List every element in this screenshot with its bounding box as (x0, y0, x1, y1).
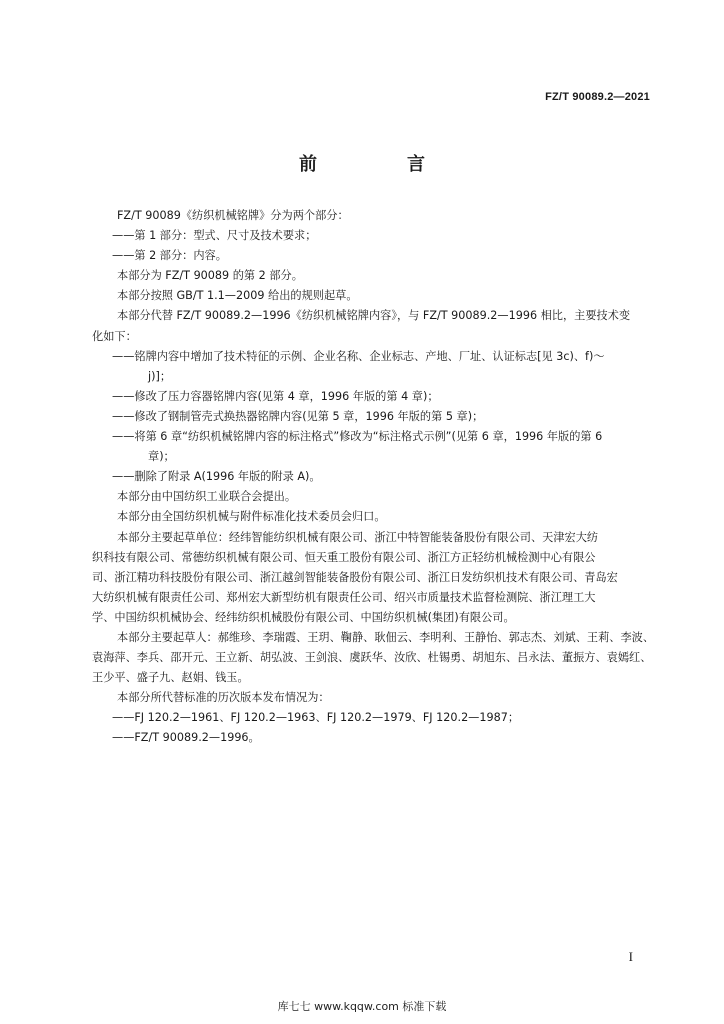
text-line: 本部分为 FZ/T 90089 的第 2 部分。 (117, 269, 303, 283)
text-line: ——FJ 120.2—1961、FJ 120.2—1963、FJ 120.2—1979、FJ 120.2—1987； (112, 711, 520, 725)
text-line: 王少平、盛子九、赵娟、钱玉。 (92, 671, 249, 685)
text-line: 本部分主要起草人：郝维珍、李瑞霞、王玥、鞠静、耿佃云、李明利、王静怡、郭志杰、刘斌、王莉、李波、 (117, 630, 655, 644)
text-line: 司、浙江精功科技股份有限公司、浙江越剑智能装备股份有限公司、浙江日发纺织机技术有限公司、青岛宏 (92, 570, 618, 584)
text-line: ——删除了附录 A(1996 年版的附录 A)。 (112, 470, 321, 484)
text-line: 织科技有限公司、常德纺织机械有限公司、恒天重工股份有限公司、浙江方正轻纺机械检测中心有限公 (92, 550, 596, 564)
text-line: FZ/T 90089《纺织机械铭牌》分为两个部分： (117, 209, 349, 222)
text-line: 大纺织机械有限责任公司、郑州宏大新型纺机有限责任公司、绍兴市质量技术监督检测院、浙江理工大 (92, 590, 596, 604)
document-code: FZ/T 90089.2—2021 (545, 91, 650, 103)
footer-watermark: 库七七 www.kqqw.com 标准下载 (277, 1000, 447, 1013)
text-line: ——将第 6 章“纺织机械铭牌内容的标注格式”修改为“标注格式示例”(见第 6 章，1996 年版的第 6 (112, 430, 603, 444)
foreword-body (92, 206, 655, 749)
text-line: ——修改了钢制管壳式换热器铭牌内容(见第 5 章，1996 年版的第 5 章)； (112, 409, 484, 423)
text-line: 本部分所代替标准的历次版本发布情况为： (117, 691, 330, 705)
text-line: 本部分由全国纺织机械与附件标准化技术委员会归口。 (117, 510, 386, 524)
text-line: ——铭牌内容中增加了技术特征的示例、企业名称、企业标志、产地、厂址、认证标志[见 3c)、f)～ (112, 349, 605, 363)
text-line: 章)； (148, 450, 175, 464)
text-line: ——第 2 部分：内容。 (112, 249, 227, 263)
text-line: j)]； (148, 369, 172, 383)
text-line: 本部分由中国纺织工业联合会提出。 (117, 490, 297, 504)
text-line: 化如下： (92, 329, 137, 343)
text-line: 学、中国纺织机械协会、经纬纺织机械股份有限公司、中国纺织机械(集团)有限公司。 (92, 610, 515, 624)
text-line: 袁海萍、李兵、邵开元、王立新、胡弘波、王剑浪、虞跃华、汝欣、杜锡勇、胡旭东、吕永法、董振方、袁嫣红、 (92, 651, 652, 665)
page-number: I (628, 949, 633, 964)
text-line: ——FZ/T 90089.2—1996。 (112, 731, 260, 745)
text-line: 本部分主要起草单位：经纬智能纺织机械有限公司、浙江中特智能装备股份有限公司、天津宏大纺 (117, 530, 599, 544)
text-line: 本部分按照 GB/T 1.1—2009 给出的规则起草。 (117, 289, 358, 303)
text-line: ——修改了压力容器铭牌内容(见第 4 章，1996 年版的第 4 章)； (112, 389, 439, 403)
page-title: 前 言 (299, 154, 461, 175)
text-line: ——第 1 部分：型式、尺寸及技术要求； (112, 229, 317, 243)
text-line: 本部分代替 FZ/T 90089.2—1996《纺织机械铭牌内容》，与 FZ/T 90089.2—1996 相比，主要技术变 (117, 309, 631, 323)
